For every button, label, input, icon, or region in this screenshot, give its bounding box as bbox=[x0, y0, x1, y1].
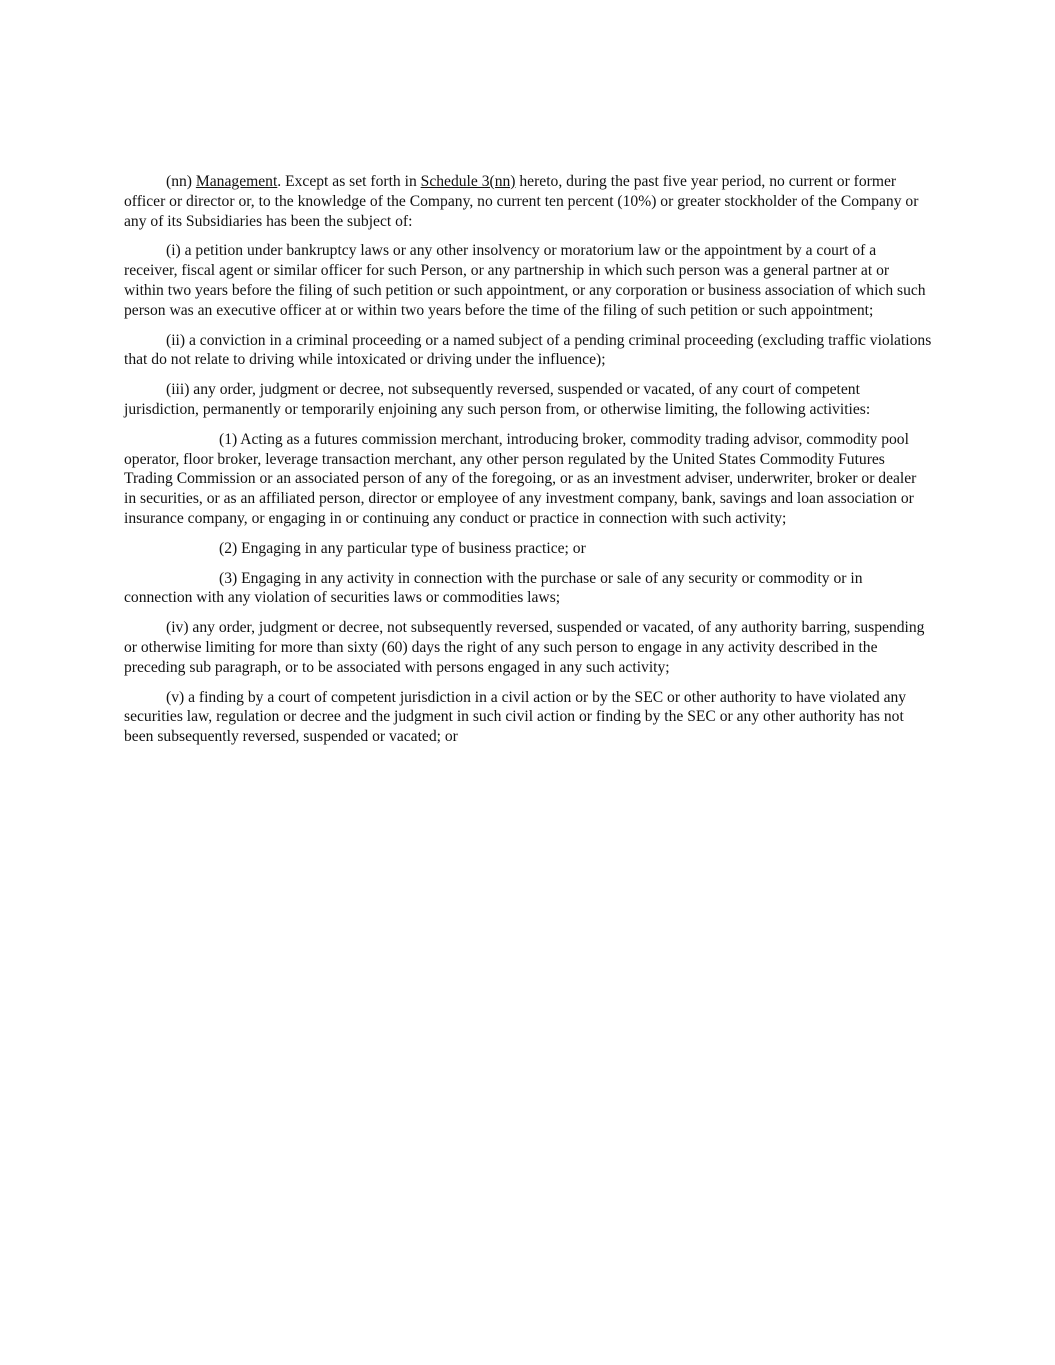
section-heading-management: Management bbox=[195, 173, 278, 190]
paragraph-iii: (iii) any order, judgment or decree, not subsequently reversed, suspended or vacated, of any court of competent jurisdiction, permanently or temporarily enjoining any such person from, or otherwise limiting, the following activities: bbox=[124, 381, 871, 418]
paragraph-iii-1: (1) Acting as a futures commission merchant, introducing broker, commodity trading advisor, commodity pool operator, floor broker, leverage transaction merchant, any other person regulated by the United States Commodity Futures Trading Commission or an associated person of any of the foregoing, or as an investment adviser, underwriter, broker or dealer in securities, or as an affiliated person, director or employee of any investment company, bank, savings and loan association or insurance company, or engaging in or continuing any conduct or practice in connection with such activity; bbox=[124, 430, 917, 527]
paragraph-i: (i) a petition under bankruptcy laws or any other insolvency or moratorium law or the appointment by a court of a receiver, fiscal agent or similar officer for such Person, or any partnership in which such person was a general partner at or within two years before the filing of such petition or such appointment, or any corporation or business association of which such person was an executive officer at or within two years before the time of the filing of such petition or such appointment; bbox=[124, 242, 926, 319]
document-body bbox=[124, 172, 932, 757]
paragraph-nn-management bbox=[124, 172, 932, 231]
paragraph-ii: (ii) a conviction in a criminal proceeding or a named subject of a pending criminal proceeding (excluding traffic violations that do not relate to driving while intoxicated or driving under the influence); bbox=[124, 331, 932, 369]
paragraph-text: hereto, during the past five year period, no current or former officer or director or, to the knowledge of the Company, no current ten percent (10%) or greater stockholder of the Company or any of its Subsidiaries has been the subject of: bbox=[124, 173, 919, 230]
schedule-reference: Schedule 3(nn) bbox=[420, 173, 516, 190]
paragraph-v: (v) a finding by a court of competent jurisdiction in a civil action or by the SEC or other authority to have violated any securities law, regulation or decree and the judgment in such civil action or finding by the SEC or any other authority has not been subsequently reversed, suspended or vacated; or bbox=[124, 688, 907, 746]
paragraph-iii-2: (2) Engaging in any particular type of business practice; or bbox=[219, 539, 586, 557]
paragraph-iii-3: (3) Engaging in any activity in connection with the purchase or sale of any security or commodity or in connection with any violation of securities laws or commodities laws; bbox=[124, 569, 863, 607]
paragraph-iv: (iv) any order, judgment or decree, not subsequently reversed, suspended or vacated, of any authority barring, suspending or otherwise limiting for more than sixty (60) days the right of any such person to engage in any activity described in the preceding sub paragraph, or to be associated with persons engaged in any such activity; bbox=[124, 619, 925, 676]
paragraph-text: . Except as set forth in bbox=[277, 173, 421, 190]
paragraph-prefix: (nn) bbox=[166, 173, 196, 190]
